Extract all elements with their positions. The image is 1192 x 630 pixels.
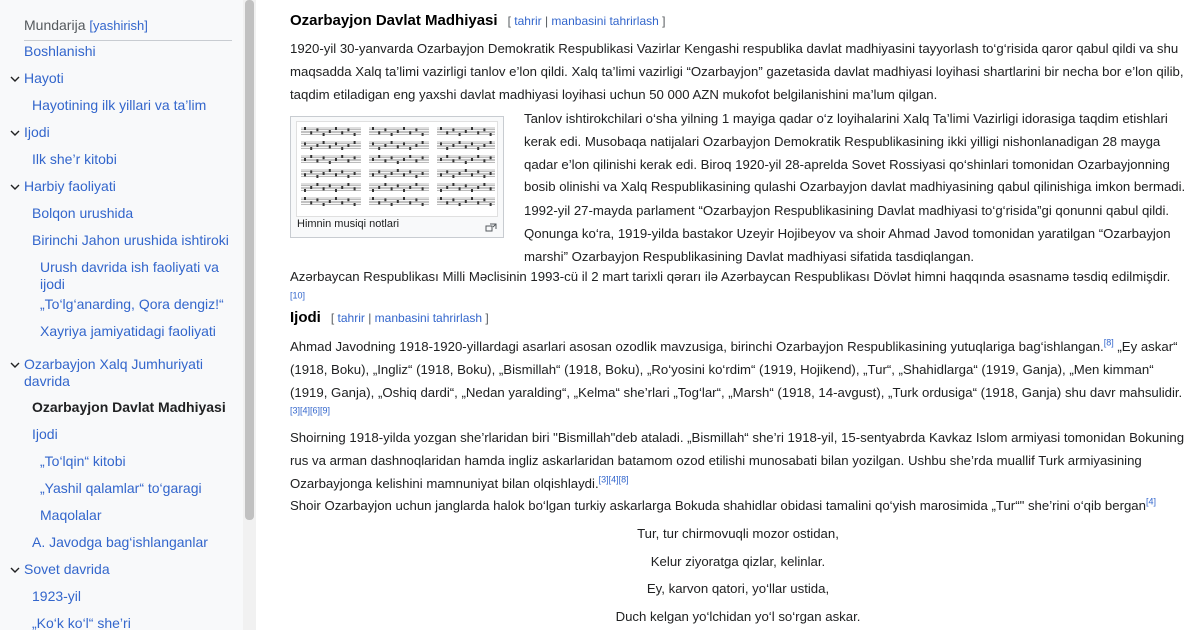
- toc-item[interactable]: Ozarbayjon Xalq Jumhuriyati davrida: [24, 356, 203, 389]
- section-heading-ijodi: [290, 309, 489, 326]
- poem-line: Kelur ziyoratga qizlar, kelinlar.: [650, 554, 826, 569]
- edit-section-links: [ tahrir | manbasini tahrirlash ]: [507, 14, 666, 28]
- toc-item[interactable]: Birinchi Jahon urushida ishtiroki: [32, 232, 229, 248]
- toc-item[interactable]: „To‘lqin“ kitobi: [40, 453, 126, 469]
- toc-item[interactable]: Urush davrida ish faoliyati va ijodi: [40, 259, 219, 292]
- chevron-down-icon[interactable]: [10, 565, 20, 575]
- toc-item[interactable]: A. Javodga bag‘ishlanganlar: [32, 534, 208, 550]
- toc-item[interactable]: „Ko‘k ko‘l“ she’ri: [32, 615, 131, 630]
- edit-section-links: [ tahrir | manbasini tahrirlash ]: [330, 311, 489, 325]
- toc-divider: [24, 40, 232, 41]
- toc-header: [24, 17, 148, 33]
- chevron-down-icon[interactable]: [10, 182, 20, 192]
- chevron-down-icon[interactable]: [10, 74, 20, 84]
- paragraph: Tanlov ishtirokchilari o‘sha yilning 1 mayiga qadar o‘z loyihalarini Xalq Ta’limi Vazirligi idorasiga taqdim etishlari kerak edi. Musobaqa natijalari Ozarbayjon Demokratik Respublikasining ikki yilligi nishonlanadigan 28 mayga qadar e’lon qilinishi kerak edi. Biroq 1920-yil 28-aprelda Sovet Rossiyasi qo‘shinlari tomonidan Ozarbayjonning bosib olinishi va Xalq Respublikasining qulashi Ozarbayjon davlat madhiyasining qabul qilinishiga imkon bermadi.: [524, 111, 1186, 195]
- toc-item[interactable]: „To‘lg‘anarding, Qora dengiz!“: [40, 296, 224, 312]
- toc-item[interactable]: Ijodi: [24, 124, 50, 140]
- paragraph: Shoir Ozarbayjon uchun janglarda halok bo‘lgan turkiy askarlarga Bokuda shahidlar obidasi tamalini qo‘yish marosimida „Tur“" she’rini o‘qib bergan[4]: [290, 496, 1156, 513]
- scrollbar-thumb[interactable]: [245, 0, 254, 520]
- thumbnail-caption: Himnin musiqi notlari: [297, 218, 400, 230]
- paragraph: Azərbaycan Respublikası Milli Məclisinin 1993-cü il 2 mart tarixli qərarı ilə Azərbaycan Respublikası Dövlət himni haqqında əsasnamə təsdiq edilmişdir. [10]: [290, 269, 1171, 301]
- toc-item[interactable]: 1923-yil: [32, 588, 82, 604]
- paragraph: Shoirning 1918-yilda yozgan she’rlaridan biri "Bismillah"deb ataladi. „Bismillah“ she’ri 1918-yil, 15-sentyabrda Kavkaz Islom armiyasi tomonidan Bokuning rus va arman dashnoqlaridan hamda ingliz askarlaridan batamom ozod etilishi munosabati bilan yozilgan. Ushbu she’rda muallif Turk armiyasining Ozarbayjonga kelishini mamnuniyat bilan olqishlaydi.[3][4][8]: [290, 430, 1185, 491]
- section-title: Ozarbayjon Davlat Madhiyasi: [290, 12, 498, 29]
- reference-link[interactable]: [10]: [290, 290, 306, 301]
- paragraph: 1920-yil 30-yanvarda Ozarbayjon Demokratik Respublikasi Vazirlar Kengashi respublika davlat madhiyasini tayyorlash to‘g‘risida qaror qabul qildi va shu maqsadda Xalq ta’limi vazirligi tanlov e’lon qildi. Xalq ta’limi vazirligi “Ozarbayjon” gazetasida davlat madhiyasi loyihasi shartlarini bir necha bor e’lon qilib, taqdim etiladigan eng yaxshi davlat madhiyasi loyihasi uchun 50 000 AZN mukofot belgilanishini ma’lum qilgan.: [290, 41, 1184, 102]
- reference-link[interactable]: [3][4][8]: [598, 474, 629, 485]
- edit-link[interactable]: tahrir: [514, 14, 542, 28]
- reference-link[interactable]: [3][4][6][9]: [290, 406, 331, 416]
- toc-item[interactable]: Harbiy faoliyati: [24, 178, 116, 194]
- chevron-down-icon[interactable]: [10, 128, 20, 138]
- toc-item[interactable]: Hayotining ilk yillari va ta’lim: [32, 97, 207, 113]
- toc-item[interactable]: Maqolalar: [40, 507, 102, 523]
- toc-item[interactable]: Sovet davrida: [24, 561, 110, 577]
- toc-item[interactable]: Hayoti: [24, 70, 64, 86]
- paragraph: 1992-yil 27-mayda parlament “Ozarbayjon Respublikasining Davlat madhiyasi to‘g‘risida”gi qonunni qabul qildi. Qonunga ko‘ra, 1919-yilda bastakor Uzeyir Hojibeyov va shoir Ahmad Javod tomonidan yaratilgan “Ozarbayjon marshi” Ozarbayjon Respublikasining Davlat madhiyasi sifatida tasdiqlangan.: [524, 203, 1171, 264]
- toc-item[interactable]: Boshlanishi: [24, 43, 96, 59]
- toc-item[interactable]: Ilk she’r kitobi: [32, 151, 117, 167]
- thumbnail[interactable]: [290, 116, 504, 238]
- toc-item[interactable]: Xayriya jamiyatidagi faoliyati: [40, 323, 216, 339]
- edit-link[interactable]: tahrir: [337, 311, 365, 325]
- toc-item[interactable]: Ozarbayjon Davlat Madhiyasi: [32, 399, 226, 415]
- toc-item[interactable]: Ijodi: [32, 426, 58, 442]
- reference-link[interactable]: [4]: [1145, 496, 1156, 507]
- table-of-contents: [0, 0, 243, 630]
- toc-hide-link[interactable]: [yashirish]: [89, 18, 148, 33]
- magnify-icon[interactable]: [485, 220, 497, 238]
- reference-link[interactable]: [8]: [1103, 337, 1114, 348]
- poem-line: Tur, tur chirmovuqli mozor ostidan,: [637, 526, 839, 541]
- sidebar-scrollbar[interactable]: [243, 0, 256, 630]
- chevron-down-icon[interactable]: [10, 360, 20, 370]
- poem-line: Duch kelgan yo‘lchidan yo‘l so‘rgan askar.: [615, 609, 861, 624]
- toc-title: Mundarija: [24, 17, 86, 33]
- paragraph: Ahmad Javodning 1918-1920-yillardagi asarlari asosan ozodlik mavzusiga, birinchi Ozarbayjon Respublikasining yutuqlariga bag‘ishlangan.[8] „Ey askar“ (1918, Boku), „Ingliz“ (1918, Boku), „Bismillah“ (1918, Boku), „Ro‘yosini ko‘rdim“ (1919, Hojikend), „Tur“, „Shahidlarga“ (1919, Ganja), „Men kimman“ (1919, Ganja), „Oshiq dardi“, „Nedan yaralding“, „Kelma“ she’rlari „Tog‘lar“, „Marsh“ (1918, 14-avgust), „Turk ordusiga“ (1918, Ganja) shu davr mahsulidir.[3][4][6][9]: [290, 337, 1183, 416]
- edit-source-link[interactable]: manbasini tahrirlash: [551, 14, 659, 28]
- section-heading-madhiya: [290, 12, 666, 29]
- sheet-music-icon: [297, 122, 498, 217]
- sheet-music-image[interactable]: [296, 121, 498, 217]
- toc-item[interactable]: „Yashil qalamlar“ to‘garagi: [40, 480, 202, 496]
- article-content: [290, 0, 1186, 630]
- toc-item[interactable]: Bolqon urushida: [32, 205, 134, 221]
- edit-source-link[interactable]: manbasini tahrirlash: [374, 311, 483, 325]
- section-title: Ijodi: [290, 309, 321, 326]
- poem-line: Ey, karvon qatori, yo‘llar ustida,: [646, 581, 830, 596]
